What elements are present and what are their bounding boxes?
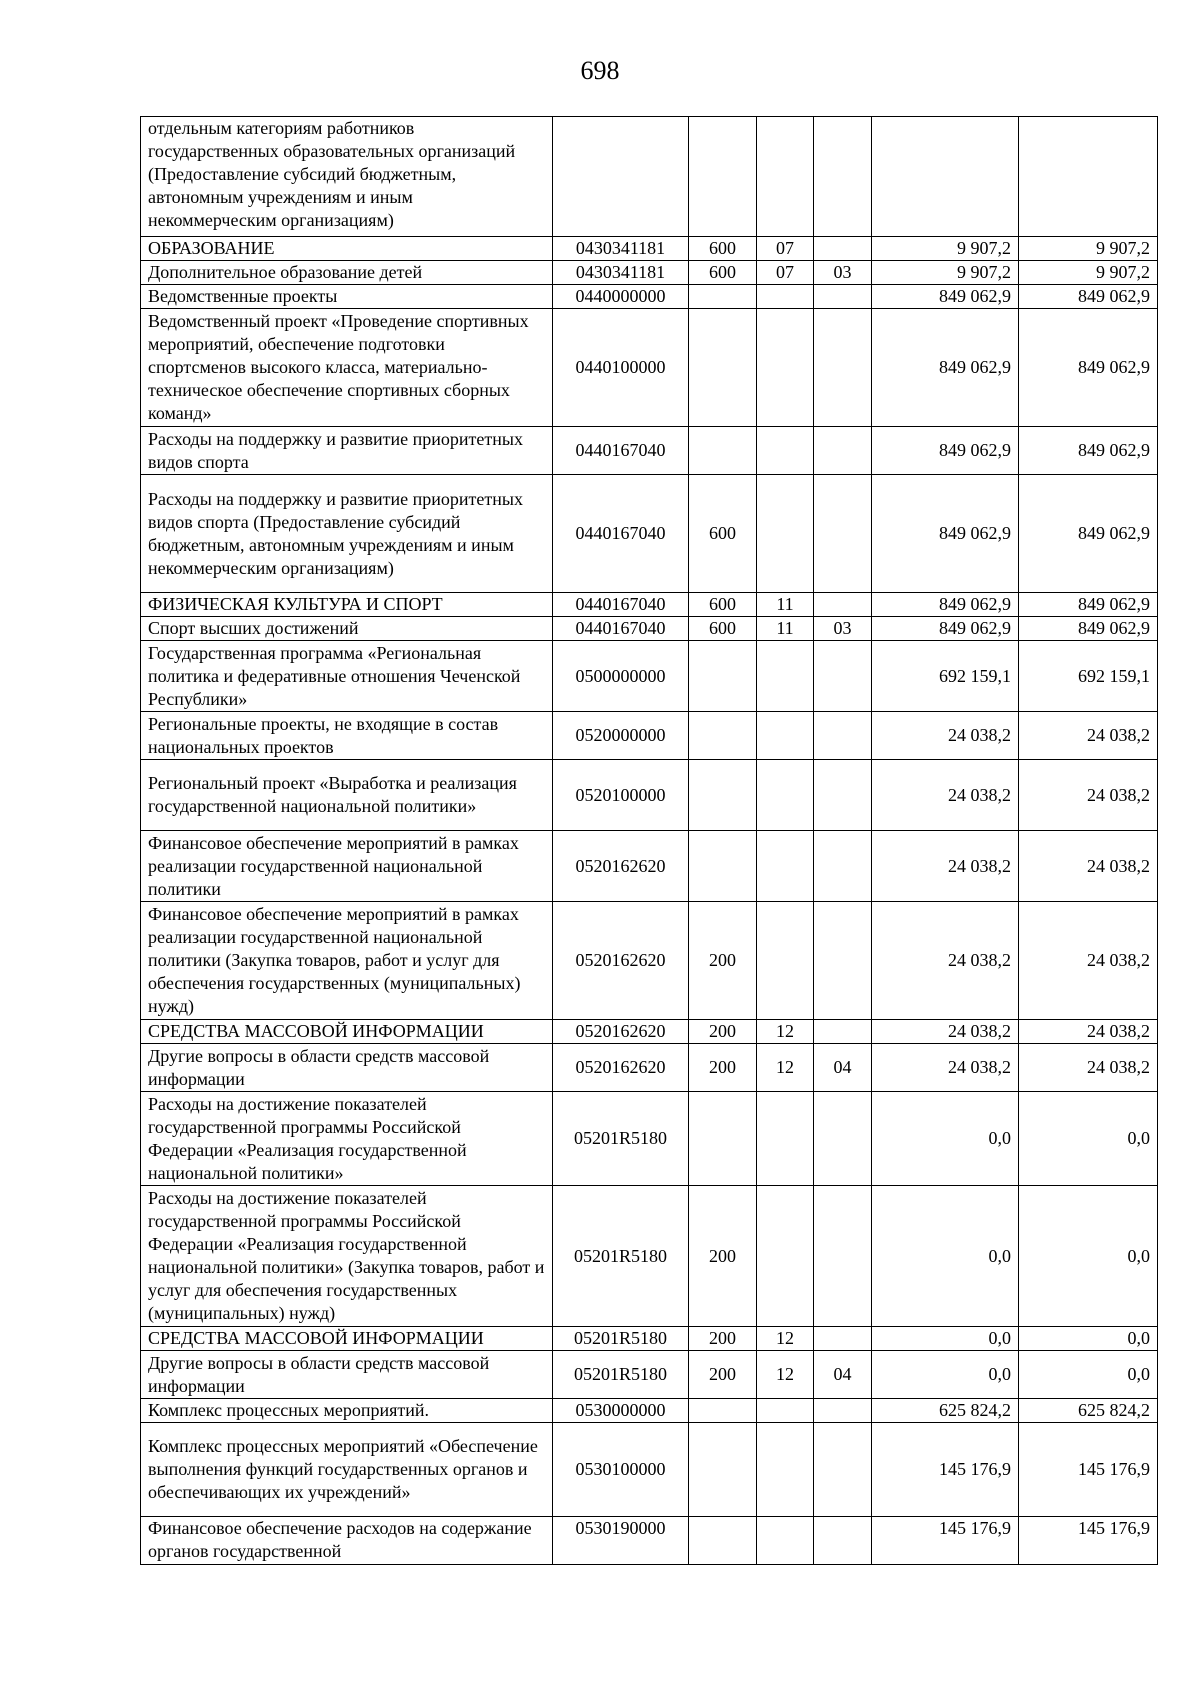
- row-vr-cell: 600: [689, 475, 757, 593]
- row-name-cell: Финансовое обеспечение мероприятий в рамках реализации государственной национальной политики: [141, 831, 553, 902]
- row-name-cell: Расходы на поддержку и развитие приоритетных видов спорта (Предоставление субсидий бюджетным, автономным учреждениям и иным некоммерческим организациям): [141, 475, 553, 593]
- row-vr-cell: [689, 760, 757, 831]
- table-row: [141, 1399, 1158, 1423]
- table-row: [141, 237, 1158, 261]
- row-csr-cell: 0440167040: [553, 617, 689, 641]
- row-name-cell: Комплекс процессных мероприятий.: [141, 1399, 553, 1423]
- row-rz-cell: [757, 285, 814, 309]
- row-name-cell: Комплекс процессных мероприятий «Обеспечение выполнения функций государственных органов и обеспечивающих их учреждений»: [141, 1423, 553, 1517]
- row-name-cell: Финансовое обеспечение расходов на содержание органов государственной: [141, 1517, 553, 1565]
- row-sum2-cell: 24 038,2: [1019, 1044, 1158, 1092]
- row-name-cell: Дополнительное образование детей: [141, 261, 553, 285]
- row-pr-cell: 03: [814, 261, 872, 285]
- row-name-cell: Ведомственный проект «Проведение спортивных мероприятий, обеспечение подготовки спортсменов высокого класса, материально-техническое обеспечение спортивных сборных команд»: [141, 309, 553, 427]
- row-csr-cell: 0430341181: [553, 261, 689, 285]
- table-row: [141, 1044, 1158, 1092]
- row-name-cell: Региональные проекты, не входящие в состав национальных проектов: [141, 712, 553, 760]
- row-pr-cell: [814, 117, 872, 237]
- row-vr-cell: [689, 831, 757, 902]
- row-rz-cell: [757, 427, 814, 475]
- row-sum2-cell: 0,0: [1019, 1351, 1158, 1399]
- row-sum2-cell: 0,0: [1019, 1327, 1158, 1351]
- row-name-cell: ФИЗИЧЕСКАЯ КУЛЬТУРА И СПОРТ: [141, 593, 553, 617]
- row-csr-cell: 0520162620: [553, 1044, 689, 1092]
- row-pr-cell: 03: [814, 617, 872, 641]
- row-rz-cell: 11: [757, 617, 814, 641]
- table-row: [141, 427, 1158, 475]
- row-rz-cell: 07: [757, 261, 814, 285]
- row-sum1-cell: 24 038,2: [872, 712, 1019, 760]
- row-pr-cell: 04: [814, 1351, 872, 1399]
- row-csr-cell: 0520162620: [553, 831, 689, 902]
- row-rz-cell: [757, 1399, 814, 1423]
- row-csr-cell: 0530190000: [553, 1517, 689, 1565]
- row-csr-cell: 0440000000: [553, 285, 689, 309]
- row-vr-cell: 200: [689, 1327, 757, 1351]
- row-pr-cell: [814, 285, 872, 309]
- row-rz-cell: [757, 831, 814, 902]
- row-name-cell: СРЕДСТВА МАССОВОЙ ИНФОРМАЦИИ: [141, 1020, 553, 1044]
- row-pr-cell: [814, 760, 872, 831]
- row-pr-cell: [814, 1423, 872, 1517]
- row-vr-cell: [689, 1517, 757, 1565]
- table-row: [141, 1327, 1158, 1351]
- row-sum1-cell: 849 062,9: [872, 617, 1019, 641]
- table-row: [141, 1351, 1158, 1399]
- row-vr-cell: 200: [689, 1020, 757, 1044]
- row-sum1-cell: 849 062,9: [872, 593, 1019, 617]
- row-sum1-cell: 849 062,9: [872, 285, 1019, 309]
- row-sum1-cell: 24 038,2: [872, 831, 1019, 902]
- row-sum2-cell: 24 038,2: [1019, 1020, 1158, 1044]
- row-rz-cell: [757, 309, 814, 427]
- row-sum2-cell: 24 038,2: [1019, 902, 1158, 1020]
- row-rz-cell: 11: [757, 593, 814, 617]
- row-sum2-cell: 849 062,9: [1019, 617, 1158, 641]
- row-rz-cell: [757, 712, 814, 760]
- row-rz-cell: 12: [757, 1020, 814, 1044]
- row-rz-cell: 12: [757, 1327, 814, 1351]
- row-sum1-cell: 24 038,2: [872, 1044, 1019, 1092]
- row-sum1-cell: 9 907,2: [872, 237, 1019, 261]
- row-pr-cell: [814, 237, 872, 261]
- row-name-cell: Государственная программа «Региональная политика и федеративные отношения Чеченской Республики»: [141, 641, 553, 712]
- row-rz-cell: [757, 760, 814, 831]
- row-csr-cell: 0440100000: [553, 309, 689, 427]
- row-vr-cell: [689, 285, 757, 309]
- row-sum2-cell: 0,0: [1019, 1092, 1158, 1186]
- row-sum2-cell: 849 062,9: [1019, 309, 1158, 427]
- table-row: [141, 1092, 1158, 1186]
- table-row: [141, 1517, 1158, 1565]
- row-csr-cell: 0530000000: [553, 1399, 689, 1423]
- row-pr-cell: [814, 641, 872, 712]
- table-row: [141, 261, 1158, 285]
- row-sum1-cell: 849 062,9: [872, 475, 1019, 593]
- row-sum2-cell: 24 038,2: [1019, 760, 1158, 831]
- row-pr-cell: [814, 1186, 872, 1327]
- table-row: [141, 1020, 1158, 1044]
- row-pr-cell: [814, 1327, 872, 1351]
- row-vr-cell: 600: [689, 237, 757, 261]
- table-row: [141, 285, 1158, 309]
- row-sum2-cell: 849 062,9: [1019, 593, 1158, 617]
- row-sum2-cell: 849 062,9: [1019, 285, 1158, 309]
- row-name-cell: Расходы на достижение показателей государственной программы Российской Федерации «Реализация государственной национальной политики»: [141, 1092, 553, 1186]
- table-row: [141, 831, 1158, 902]
- row-pr-cell: [814, 831, 872, 902]
- row-vr-cell: 200: [689, 1186, 757, 1327]
- row-pr-cell: [814, 902, 872, 1020]
- table-row: [141, 641, 1158, 712]
- row-csr-cell: 0440167040: [553, 593, 689, 617]
- row-csr-cell: 0520162620: [553, 1020, 689, 1044]
- row-csr-cell: 0520100000: [553, 760, 689, 831]
- row-sum1-cell: 849 062,9: [872, 309, 1019, 427]
- table-row: [141, 309, 1158, 427]
- row-sum2-cell: 9 907,2: [1019, 237, 1158, 261]
- table-row: [141, 617, 1158, 641]
- row-sum2-cell: 849 062,9: [1019, 475, 1158, 593]
- row-name-cell: Расходы на достижение показателей государственной программы Российской Федерации «Реализация государственной национальной политики» (Закупка товаров, работ и услуг для обеспечения государственных (муниципальных) нужд): [141, 1186, 553, 1327]
- row-sum2-cell: 145 176,9: [1019, 1423, 1158, 1517]
- table-row: [141, 475, 1158, 593]
- row-sum2-cell: 24 038,2: [1019, 712, 1158, 760]
- row-sum2-cell: 692 159,1: [1019, 641, 1158, 712]
- row-sum1-cell: 849 062,9: [872, 427, 1019, 475]
- row-csr-cell: 0520162620: [553, 902, 689, 1020]
- table-row: [141, 760, 1158, 831]
- row-vr-cell: 200: [689, 902, 757, 1020]
- row-csr-cell: 0440167040: [553, 475, 689, 593]
- table-row: [141, 1186, 1158, 1327]
- row-name-cell: Другие вопросы в области средств массовой информации: [141, 1044, 553, 1092]
- row-vr-cell: [689, 117, 757, 237]
- row-rz-cell: [757, 1423, 814, 1517]
- row-vr-cell: 600: [689, 617, 757, 641]
- row-rz-cell: [757, 902, 814, 1020]
- row-name-cell: Спорт высших достижений: [141, 617, 553, 641]
- budget-table-body: [141, 117, 1158, 1565]
- row-sum1-cell: 24 038,2: [872, 902, 1019, 1020]
- row-rz-cell: 12: [757, 1351, 814, 1399]
- row-vr-cell: [689, 1399, 757, 1423]
- table-row: [141, 712, 1158, 760]
- row-vr-cell: [689, 1423, 757, 1517]
- row-sum1-cell: 24 038,2: [872, 1020, 1019, 1044]
- row-vr-cell: 200: [689, 1044, 757, 1092]
- row-rz-cell: [757, 1092, 814, 1186]
- row-sum2-cell: 24 038,2: [1019, 831, 1158, 902]
- row-pr-cell: [814, 712, 872, 760]
- row-sum1-cell: 145 176,9: [872, 1423, 1019, 1517]
- row-pr-cell: [814, 1092, 872, 1186]
- row-pr-cell: [814, 475, 872, 593]
- row-sum2-cell: 625 824,2: [1019, 1399, 1158, 1423]
- table-row: [141, 593, 1158, 617]
- row-sum1-cell: 145 176,9: [872, 1517, 1019, 1565]
- row-sum1-cell: 24 038,2: [872, 760, 1019, 831]
- row-pr-cell: [814, 1517, 872, 1565]
- row-csr-cell: 05201R5180: [553, 1327, 689, 1351]
- row-pr-cell: [814, 309, 872, 427]
- row-name-cell: Региональный проект «Выработка и реализация государственной национальной политики»: [141, 760, 553, 831]
- row-vr-cell: [689, 641, 757, 712]
- row-csr-cell: 0430341181: [553, 237, 689, 261]
- row-name-cell: СРЕДСТВА МАССОВОЙ ИНФОРМАЦИИ: [141, 1327, 553, 1351]
- row-sum1-cell: 0,0: [872, 1092, 1019, 1186]
- row-sum2-cell: 849 062,9: [1019, 427, 1158, 475]
- row-csr-cell: [553, 117, 689, 237]
- row-vr-cell: 600: [689, 261, 757, 285]
- row-sum1-cell: 0,0: [872, 1186, 1019, 1327]
- row-vr-cell: [689, 1092, 757, 1186]
- row-vr-cell: [689, 427, 757, 475]
- table-row: [141, 117, 1158, 237]
- row-pr-cell: [814, 593, 872, 617]
- table-row: [141, 1423, 1158, 1517]
- row-csr-cell: 05201R5180: [553, 1092, 689, 1186]
- row-pr-cell: [814, 427, 872, 475]
- row-name-cell: Финансовое обеспечение мероприятий в рамках реализации государственной национальной политики (Закупка товаров, работ и услуг для обеспечения государственных (муниципальных) нужд): [141, 902, 553, 1020]
- row-vr-cell: 200: [689, 1351, 757, 1399]
- row-name-cell: Расходы на поддержку и развитие приоритетных видов спорта: [141, 427, 553, 475]
- row-sum1-cell: 0,0: [872, 1327, 1019, 1351]
- page-number: 698: [580, 56, 620, 85]
- row-csr-cell: 0440167040: [553, 427, 689, 475]
- row-csr-cell: 0520000000: [553, 712, 689, 760]
- row-sum2-cell: [1019, 117, 1158, 237]
- row-name-cell: Другие вопросы в области средств массовой информации: [141, 1351, 553, 1399]
- row-csr-cell: 05201R5180: [553, 1186, 689, 1327]
- row-rz-cell: [757, 1517, 814, 1565]
- row-rz-cell: [757, 117, 814, 237]
- row-name-cell: Ведомственные проекты: [141, 285, 553, 309]
- row-sum2-cell: 145 176,9: [1019, 1517, 1158, 1565]
- row-pr-cell: 04: [814, 1044, 872, 1092]
- row-rz-cell: 07: [757, 237, 814, 261]
- row-csr-cell: 05201R5180: [553, 1351, 689, 1399]
- row-rz-cell: 12: [757, 1044, 814, 1092]
- row-vr-cell: [689, 712, 757, 760]
- row-sum1-cell: 625 824,2: [872, 1399, 1019, 1423]
- row-csr-cell: 0530100000: [553, 1423, 689, 1517]
- row-name-cell: ОБРАЗОВАНИЕ: [141, 237, 553, 261]
- budget-table: [140, 116, 1158, 1565]
- row-sum1-cell: 0,0: [872, 1351, 1019, 1399]
- row-name-cell: отдельным категориям работников государственных образовательных организаций (Предоставление субсидий бюджетным, автономным учреждениям и иным некоммерческим организациям): [141, 117, 553, 237]
- row-rz-cell: [757, 475, 814, 593]
- row-vr-cell: [689, 309, 757, 427]
- row-rz-cell: [757, 1186, 814, 1327]
- table-row: [141, 902, 1158, 1020]
- row-sum1-cell: 692 159,1: [872, 641, 1019, 712]
- row-rz-cell: [757, 641, 814, 712]
- row-csr-cell: 0500000000: [553, 641, 689, 712]
- row-sum1-cell: 9 907,2: [872, 261, 1019, 285]
- row-sum1-cell: [872, 117, 1019, 237]
- row-pr-cell: [814, 1020, 872, 1044]
- row-sum2-cell: 9 907,2: [1019, 261, 1158, 285]
- row-pr-cell: [814, 1399, 872, 1423]
- row-sum2-cell: 0,0: [1019, 1186, 1158, 1327]
- row-vr-cell: 600: [689, 593, 757, 617]
